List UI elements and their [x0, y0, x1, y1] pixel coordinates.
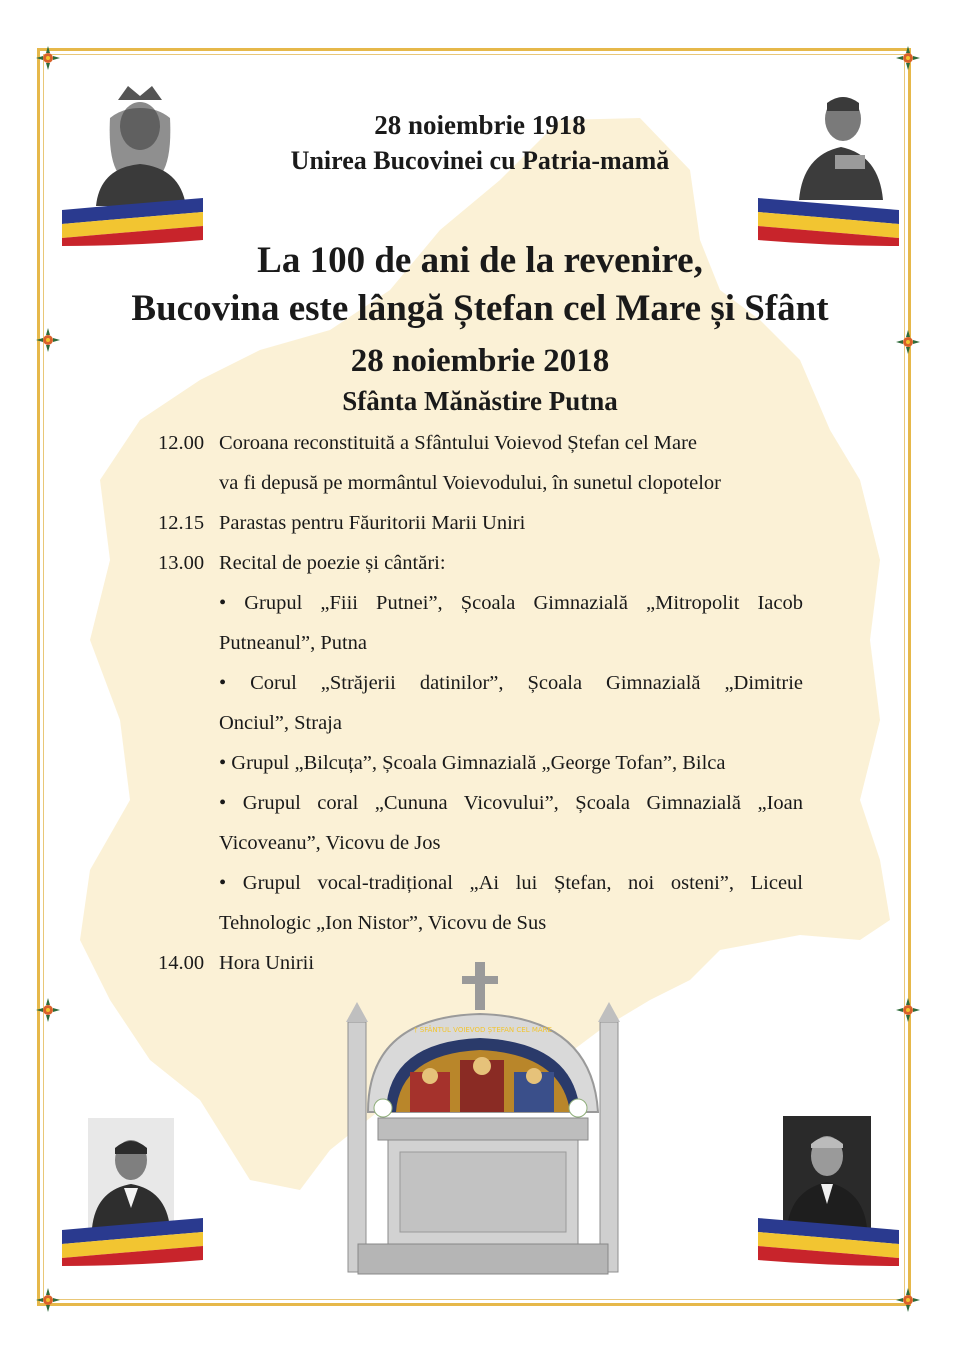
program-time: 12.00: [158, 432, 205, 454]
list-item: • Grupul „Bilcuța”, Școala Gimnazială „George Tofan”, Bilca: [219, 752, 726, 774]
program-item: [158, 428, 803, 458]
program-time: 13.00: [158, 552, 205, 574]
floral-ornament-icon: [888, 1280, 928, 1320]
floral-ornament-icon: [28, 38, 68, 78]
program-time: 12.15: [158, 512, 205, 534]
event-place: Sfânta Mănăstire Putna: [342, 386, 618, 416]
list-item-continuation: Putneanul”, Putna: [219, 632, 368, 654]
romanian-flag-ribbon: [60, 1216, 205, 1266]
program-text: Hora Unirii: [219, 952, 315, 974]
floral-ornament-icon: [28, 990, 68, 1030]
floral-ornament-icon: [28, 1280, 68, 1320]
program-item: [158, 508, 803, 538]
list-item-continuation: Tehnologic „Ion Nistor”, Vicovu de Sus: [219, 912, 547, 934]
program-item: [158, 548, 803, 578]
portrait-stefan-cel-mare: [88, 78, 193, 206]
program-text: Recital de poezie și cântări:: [219, 552, 446, 574]
floral-ornament-icon: [888, 990, 928, 1030]
tomb-of-stefan-cel-mare: [338, 962, 628, 1276]
list-item: • Grupul „Fiii Putnei”, Școala Gimnazială „Mitropolit Iacob: [219, 592, 803, 614]
portrait-bottom-right: [783, 1116, 871, 1228]
program-time: 14.00: [158, 952, 205, 974]
floral-ornament-icon: [888, 38, 928, 78]
portrait-king-ferdinand: [795, 85, 883, 200]
list-item-continuation: Onciul”, Straja: [219, 712, 342, 734]
list-item: • Grupul coral „Cununa Vicovului”, Școala Gimnazială „Ioan: [219, 792, 803, 814]
list-item: • Grupul vocal-tradițional „Ai lui Ștefan, noi osteni”, Liceul: [219, 872, 803, 894]
list-item: • Corul „Străjerii datinilor”, Școala Gimnazială „Dimitrie: [219, 672, 803, 694]
header-subtitle: Unirea Bucovinei cu Patria-mamă: [290, 146, 670, 175]
portrait-bottom-left: [88, 1118, 174, 1228]
program-text: Parastas pentru Făuritorii Marii Uniri: [219, 512, 526, 534]
program-text: va fi depusă pe mormântul Voievodului, în sunetul clopotelor: [219, 472, 721, 494]
main-title-line-2: Bucovina este lângă Ștefan cel Mare și Sfânt: [131, 288, 829, 329]
tomb-inscription: † SFÂNTUL VOIEVOD ȘTEFAN CEL MARE: [414, 1026, 552, 1034]
event-date: 28 noiembrie 2018: [350, 343, 610, 379]
list-item-continuation: Vicoveanu”, Vicovu de Jos: [219, 832, 441, 854]
main-title-line-1: La 100 de ani de la revenire,: [257, 240, 703, 281]
program-item-continuation: [158, 468, 803, 498]
program-list: [158, 428, 803, 988]
program-text: Coroana reconstituită a Sfântului Voievod Ștefan cel Mare: [219, 432, 698, 454]
header-date: 28 noiembrie 1918: [374, 110, 586, 140]
romanian-flag-ribbon: [756, 1216, 901, 1266]
